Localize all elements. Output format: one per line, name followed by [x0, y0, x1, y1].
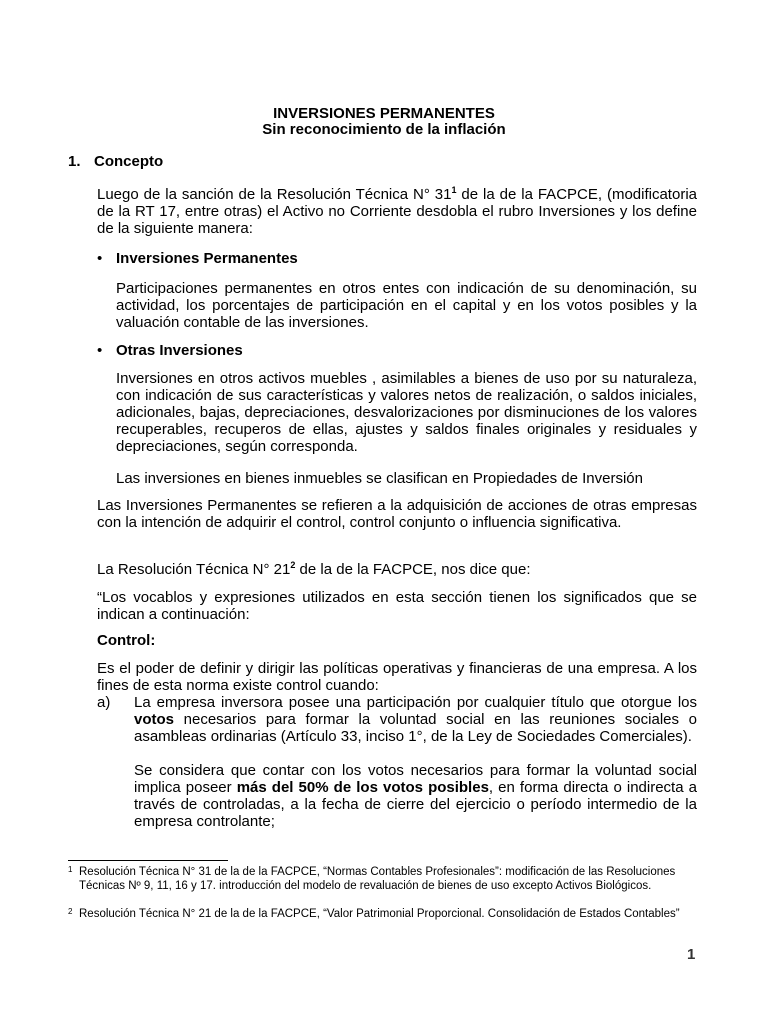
- paragraph-inversiones-definicion: Las Inversiones Permanentes se refieren a la adquisición de acciones de otras empresas con la intención de adquirir el control, control conjunto o influencia significativa.: [97, 497, 697, 531]
- document-title: INVERSIONES PERMANENTES: [273, 105, 495, 122]
- paragraph-vocablos: “Los vocablos y expresiones utilizados en esta sección tienen los significados que se indican a continuación:: [97, 589, 697, 623]
- bullet-label: Inversiones Permanentes: [116, 250, 298, 267]
- bullet-dot-icon: •: [97, 250, 103, 267]
- paragraph-intro: [97, 186, 697, 237]
- footnote-ref-1[interactable]: 1: [451, 185, 457, 195]
- bullet-label: Otras Inversiones: [116, 342, 243, 359]
- footnote-ref-2[interactable]: 2: [290, 560, 296, 570]
- footnote-text: Resolución Técnica N° 21 de la de la FACPCE, “Valor Patrimonial Proporcional. Consolidación de Estados Contables”: [79, 908, 680, 920]
- section-number: 1.: [68, 153, 81, 170]
- footnote-text: Resolución Técnica N° 31 de la de la FACPCE, “Normas Contables Profesionales”: modificación de las Resoluciones Técnicas Nº 9, 11, 16 y 17. introducción del modelo de revaluación de bienes de uso excepto Activos Biológicos.: [79, 866, 676, 892]
- rt21-text-end: de la de la FACPCE, nos dice que:: [295, 561, 531, 578]
- paragraph-rt21: [97, 561, 697, 578]
- list-item-a-continuation: [134, 762, 697, 830]
- bullet-otras-inversiones: [97, 342, 243, 359]
- list-item-a: [134, 694, 697, 745]
- item-a-p2-bold: más del 50% de los votos posibles: [236, 779, 489, 796]
- footnote-mark: 2: [68, 907, 73, 916]
- paragraph-otras-inversiones: Inversiones en otros activos muebles , asimilables a bienes de uso por su naturaleza, con indicación de sus características y valores netos de realización, o saldos iniciales, adicionales, bajas, depreciaciones, desvalorizaciones por disminuciones de los valores recuperables, recuperos de ellas, ajustes y saldos finales originales y residuales y depreciaciones, según corresponda.: [116, 370, 697, 455]
- paragraph-inversiones-permanentes: Participaciones permanentes en otros entes con indicación de su denominación, su actividad, los porcentajes de participación en el capital y en los votos posibles y la valuación contable de las inversiones.: [116, 280, 697, 331]
- item-a-p2-text-2: , en forma directa o indirecta a través de controladas, a la fecha de cierre del ejercicio o período intermedio de la empresa controlante;: [134, 779, 697, 830]
- page-number: 1: [687, 946, 696, 963]
- footnote-mark: 1: [68, 865, 73, 874]
- footnote-2: [68, 907, 708, 921]
- item-a-p2-text-1: Se considera que contar con los votos necesarios para formar la voluntad social implica poseer: [134, 762, 697, 796]
- list-item-label: a): [97, 694, 111, 711]
- item-a-bold-votos: votos: [134, 711, 175, 728]
- document-subtitle: Sin reconocimiento de la inflación: [262, 121, 506, 138]
- control-heading: Control:: [97, 632, 156, 649]
- footnote-1: [68, 865, 708, 893]
- paragraph-inmuebles: Las inversiones en bienes inmuebles se clasifican en Propiedades de Inversión: [116, 470, 643, 487]
- intro-text-start: Luego de la sanción de la Resolución Técnica N° 31: [97, 186, 452, 203]
- item-a-text-1: La empresa inversora posee una participación por cualquier título que otorgue los: [134, 694, 697, 711]
- section-title: Concepto: [94, 153, 164, 170]
- bullet-inversiones-permanentes: [97, 250, 298, 267]
- section-heading: [68, 153, 163, 171]
- intro-text-end: de la de la FACPCE, (modificatoria de la RT 17, entre otras) el Activo no Corriente desdobla el rubro Inversiones y los define de la siguiente manera:: [97, 186, 697, 237]
- footnote-divider: [68, 860, 228, 861]
- rt21-text-start: La Resolución Técnica N° 21: [97, 561, 291, 578]
- paragraph-control: Es el poder de definir y dirigir las políticas operativas y financieras de una empresa. A los fines de esta norma existe control cuando:: [97, 660, 697, 694]
- bullet-dot-icon: •: [97, 342, 103, 359]
- item-a-text-2: necesarios para formar la voluntad social en las reuniones sociales o asambleas ordinarias (Artículo 33, inciso 1°, de la Ley de Sociedades Comerciales).: [134, 711, 697, 745]
